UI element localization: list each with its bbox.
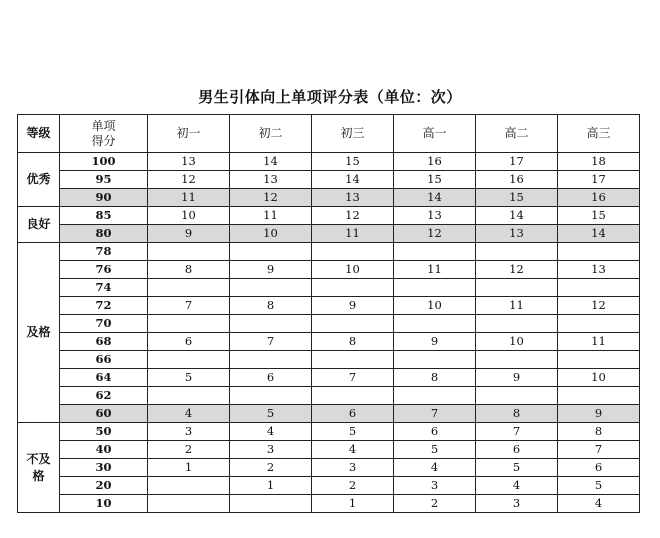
score-cell: 20 xyxy=(60,477,148,495)
value-cell xyxy=(312,279,394,297)
value-cell: 4 xyxy=(558,495,640,513)
value-cell: 17 xyxy=(558,171,640,189)
score-cell: 62 xyxy=(60,387,148,405)
score-cell: 74 xyxy=(60,279,148,297)
value-cell xyxy=(476,243,558,261)
table-row xyxy=(18,297,640,315)
value-cell: 11 xyxy=(394,261,476,279)
grade-label-line: 不及 xyxy=(26,451,51,466)
value-cell: 5 xyxy=(148,369,230,387)
value-cell xyxy=(558,243,640,261)
score-cell: 72 xyxy=(60,297,148,315)
value-cell: 10 xyxy=(558,369,640,387)
value-cell: 2 xyxy=(148,441,230,459)
value-cell: 4 xyxy=(230,423,312,441)
value-cell: 15 xyxy=(394,171,476,189)
value-cell xyxy=(476,351,558,369)
value-cell: 1 xyxy=(148,459,230,477)
value-cell xyxy=(230,279,312,297)
page-title: 男生引体向上单项评分表（单位：次） xyxy=(198,88,462,106)
scoring-table xyxy=(17,114,640,513)
value-cell xyxy=(230,315,312,333)
table-row xyxy=(18,153,640,171)
value-cell xyxy=(230,387,312,405)
header-col-3: 初三 xyxy=(312,115,394,153)
table-row xyxy=(18,315,640,333)
value-cell xyxy=(148,495,230,513)
value-cell: 14 xyxy=(394,189,476,207)
table-row xyxy=(18,225,640,243)
value-cell xyxy=(394,315,476,333)
header-score xyxy=(60,115,148,153)
value-cell: 17 xyxy=(476,153,558,171)
value-cell xyxy=(312,243,394,261)
value-cell: 7 xyxy=(148,297,230,315)
value-cell xyxy=(558,279,640,297)
value-cell: 3 xyxy=(312,459,394,477)
table-row xyxy=(18,171,640,189)
value-cell: 3 xyxy=(394,477,476,495)
grade-label-line: 格 xyxy=(32,468,45,483)
header-score-line1: 单项 xyxy=(91,118,116,133)
value-cell xyxy=(148,477,230,495)
value-cell: 10 xyxy=(312,261,394,279)
value-cell xyxy=(312,387,394,405)
score-cell: 78 xyxy=(60,243,148,261)
header-col-1: 初一 xyxy=(148,115,230,153)
value-cell: 13 xyxy=(558,261,640,279)
table-row xyxy=(18,459,640,477)
value-cell: 12 xyxy=(148,171,230,189)
value-cell: 9 xyxy=(394,333,476,351)
score-cell: 10 xyxy=(60,495,148,513)
value-cell: 15 xyxy=(312,153,394,171)
value-cell: 16 xyxy=(558,189,640,207)
table-row xyxy=(18,495,640,513)
value-cell: 12 xyxy=(230,189,312,207)
value-cell xyxy=(476,387,558,405)
value-cell: 8 xyxy=(148,261,230,279)
value-cell: 16 xyxy=(394,153,476,171)
value-cell: 12 xyxy=(558,297,640,315)
score-cell: 66 xyxy=(60,351,148,369)
value-cell: 2 xyxy=(394,495,476,513)
value-cell: 14 xyxy=(230,153,312,171)
value-cell xyxy=(476,279,558,297)
value-cell: 9 xyxy=(558,405,640,423)
value-cell: 13 xyxy=(148,153,230,171)
value-cell: 4 xyxy=(394,459,476,477)
value-cell: 6 xyxy=(230,369,312,387)
value-cell xyxy=(476,315,558,333)
value-cell: 11 xyxy=(230,207,312,225)
value-cell: 14 xyxy=(312,171,394,189)
score-cell: 68 xyxy=(60,333,148,351)
header-col-6: 高三 xyxy=(558,115,640,153)
score-cell: 80 xyxy=(60,225,148,243)
value-cell: 3 xyxy=(148,423,230,441)
value-cell: 12 xyxy=(394,225,476,243)
value-cell: 13 xyxy=(476,225,558,243)
value-cell xyxy=(394,387,476,405)
value-cell xyxy=(148,351,230,369)
grade-label: 良好 xyxy=(18,207,60,243)
value-cell: 5 xyxy=(476,459,558,477)
table-row xyxy=(18,351,640,369)
value-cell: 4 xyxy=(476,477,558,495)
value-cell: 10 xyxy=(230,225,312,243)
score-cell: 60 xyxy=(60,405,148,423)
score-cell: 90 xyxy=(60,189,148,207)
value-cell: 3 xyxy=(230,441,312,459)
value-cell: 5 xyxy=(394,441,476,459)
value-cell xyxy=(394,243,476,261)
value-cell: 8 xyxy=(558,423,640,441)
value-cell: 2 xyxy=(312,477,394,495)
grade-label: 优秀 xyxy=(18,153,60,207)
table-row xyxy=(18,441,640,459)
value-cell: 1 xyxy=(230,477,312,495)
value-cell: 6 xyxy=(148,333,230,351)
score-cell: 70 xyxy=(60,315,148,333)
value-cell xyxy=(230,495,312,513)
score-cell: 85 xyxy=(60,207,148,225)
value-cell: 3 xyxy=(476,495,558,513)
score-cell: 95 xyxy=(60,171,148,189)
table-row xyxy=(18,387,640,405)
value-cell: 1 xyxy=(312,495,394,513)
value-cell: 9 xyxy=(312,297,394,315)
value-cell: 4 xyxy=(312,441,394,459)
value-cell: 6 xyxy=(394,423,476,441)
value-cell: 14 xyxy=(476,207,558,225)
value-cell: 7 xyxy=(476,423,558,441)
score-cell: 76 xyxy=(60,261,148,279)
value-cell xyxy=(312,315,394,333)
table-body xyxy=(18,153,640,513)
value-cell: 15 xyxy=(558,207,640,225)
header-grade: 等级 xyxy=(18,115,60,153)
grade-label xyxy=(18,423,60,513)
header-col-5: 高二 xyxy=(476,115,558,153)
header-score-line2: 得分 xyxy=(91,133,116,148)
table-row xyxy=(18,243,640,261)
value-cell: 7 xyxy=(394,405,476,423)
value-cell: 10 xyxy=(476,333,558,351)
value-cell: 12 xyxy=(476,261,558,279)
table-row xyxy=(18,261,640,279)
value-cell: 14 xyxy=(558,225,640,243)
value-cell: 8 xyxy=(230,297,312,315)
value-cell: 9 xyxy=(230,261,312,279)
score-cell: 40 xyxy=(60,441,148,459)
value-cell: 18 xyxy=(558,153,640,171)
value-cell xyxy=(394,351,476,369)
value-cell: 11 xyxy=(312,225,394,243)
value-cell: 13 xyxy=(312,189,394,207)
table-header xyxy=(18,115,640,153)
score-cell: 64 xyxy=(60,369,148,387)
value-cell: 6 xyxy=(312,405,394,423)
table-row xyxy=(18,333,640,351)
value-cell xyxy=(394,279,476,297)
table-row xyxy=(18,207,640,225)
grade-label: 及格 xyxy=(18,243,60,423)
value-cell: 13 xyxy=(394,207,476,225)
value-cell: 5 xyxy=(230,405,312,423)
value-cell xyxy=(558,315,640,333)
value-cell: 9 xyxy=(476,369,558,387)
value-cell: 5 xyxy=(312,423,394,441)
table-row xyxy=(18,423,640,441)
header-col-4: 高一 xyxy=(394,115,476,153)
value-cell xyxy=(230,351,312,369)
value-cell xyxy=(230,243,312,261)
header-col-2: 初二 xyxy=(230,115,312,153)
value-cell: 12 xyxy=(312,207,394,225)
value-cell xyxy=(148,387,230,405)
value-cell: 11 xyxy=(558,333,640,351)
value-cell xyxy=(558,351,640,369)
value-cell: 2 xyxy=(230,459,312,477)
table-row xyxy=(18,189,640,207)
value-cell: 9 xyxy=(148,225,230,243)
value-cell: 7 xyxy=(558,441,640,459)
value-cell xyxy=(148,243,230,261)
score-cell: 30 xyxy=(60,459,148,477)
value-cell: 16 xyxy=(476,171,558,189)
table-row xyxy=(18,477,640,495)
value-cell: 8 xyxy=(476,405,558,423)
value-cell: 5 xyxy=(558,477,640,495)
value-cell: 13 xyxy=(230,171,312,189)
value-cell: 10 xyxy=(394,297,476,315)
value-cell xyxy=(312,351,394,369)
value-cell: 8 xyxy=(394,369,476,387)
value-cell xyxy=(148,315,230,333)
value-cell xyxy=(558,387,640,405)
score-cell: 100 xyxy=(60,153,148,171)
value-cell: 15 xyxy=(476,189,558,207)
table-row xyxy=(18,405,640,423)
table-row xyxy=(18,279,640,297)
value-cell: 8 xyxy=(312,333,394,351)
score-cell: 50 xyxy=(60,423,148,441)
value-cell xyxy=(148,279,230,297)
value-cell: 7 xyxy=(230,333,312,351)
value-cell: 10 xyxy=(148,207,230,225)
value-cell: 11 xyxy=(476,297,558,315)
value-cell: 6 xyxy=(476,441,558,459)
value-cell: 7 xyxy=(312,369,394,387)
table-row xyxy=(18,369,640,387)
value-cell: 6 xyxy=(558,459,640,477)
value-cell: 4 xyxy=(148,405,230,423)
value-cell: 11 xyxy=(148,189,230,207)
